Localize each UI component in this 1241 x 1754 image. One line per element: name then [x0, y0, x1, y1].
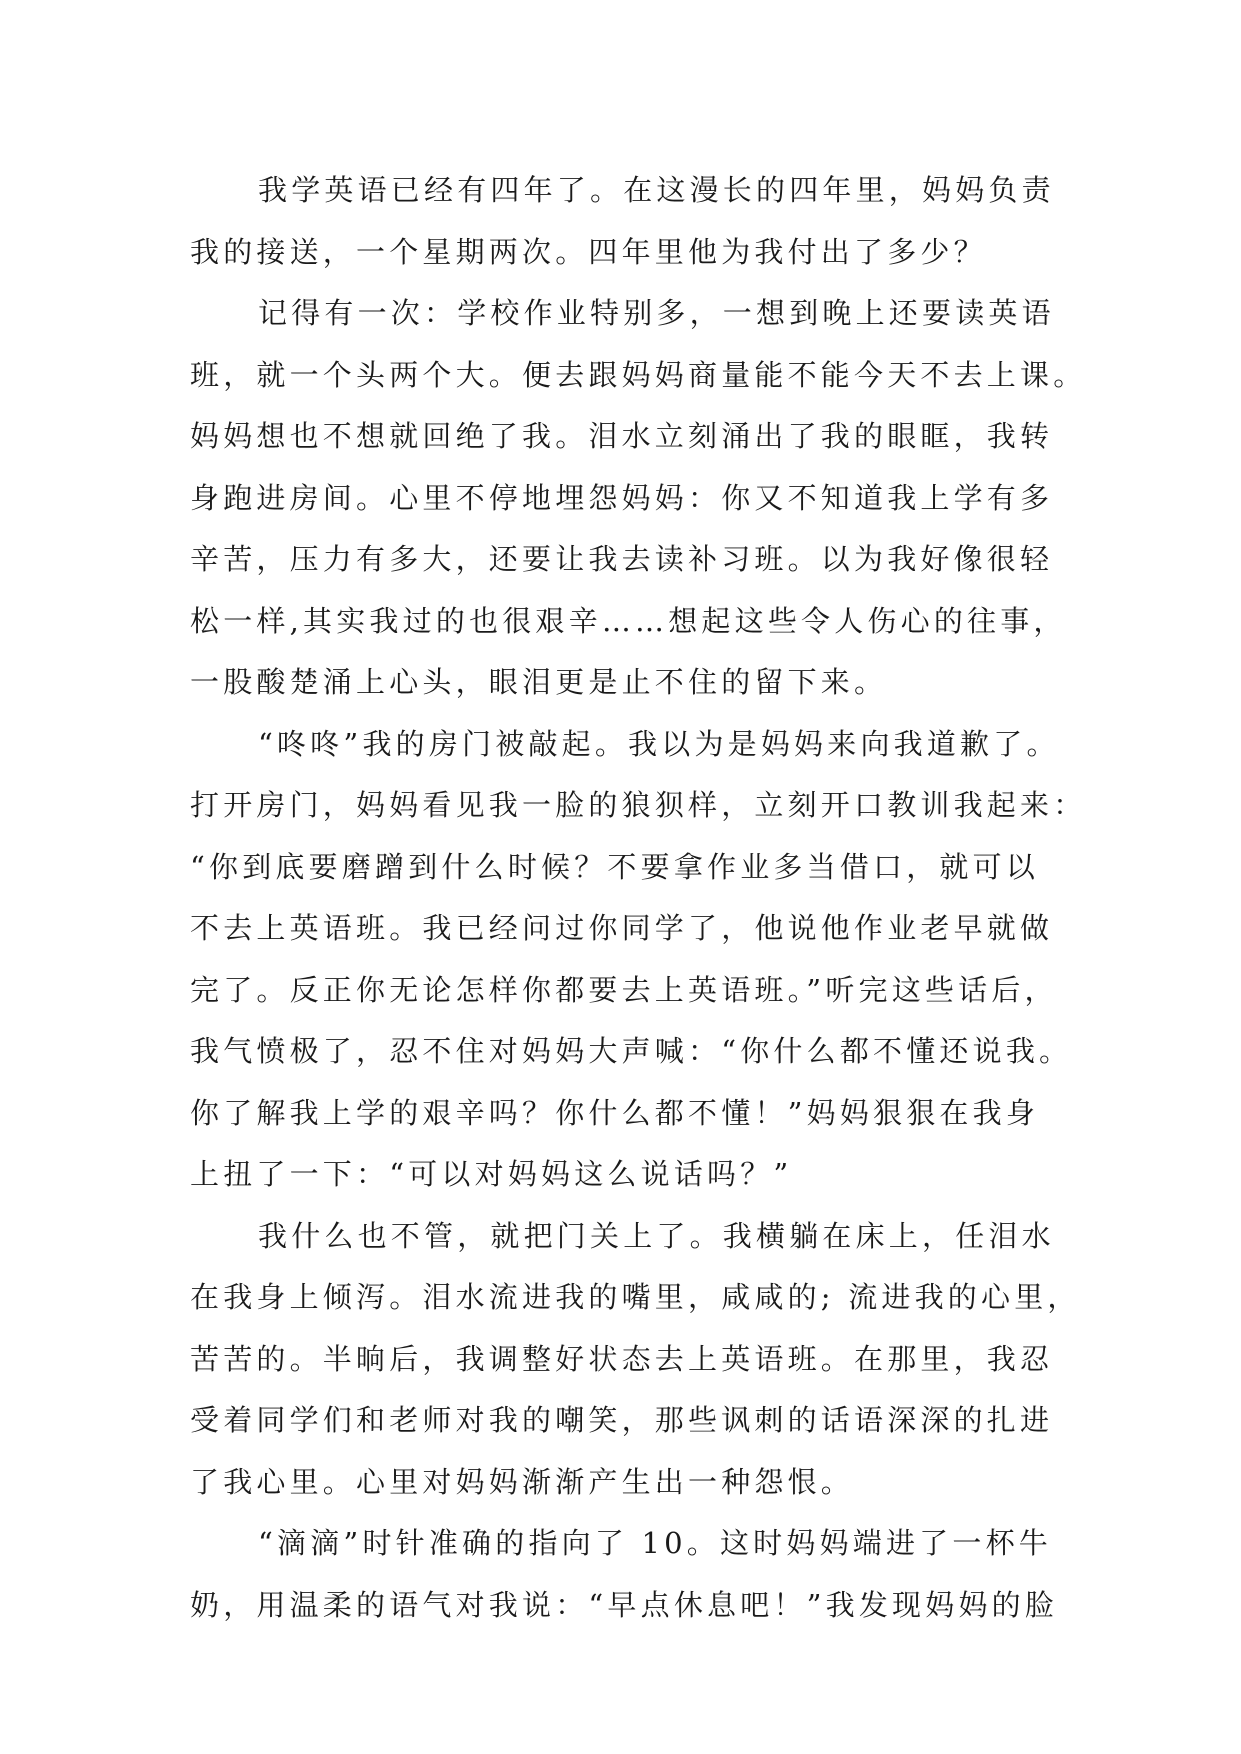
text-line: 打开房门，妈妈看见我一脸的狼狈样，立刻开口教训我起来： — [190, 788, 1087, 822]
text-line: 完了。反正你无论怎样你都要去上英语班。”听完这些话后， — [190, 972, 1058, 1007]
text-line: 一股酸楚涌上心头，眼泪更是止不住的留下来。 — [190, 665, 888, 699]
text-line: 班，就一个头两个大。便去跟妈妈商量能不能今天不去上课。 — [190, 357, 1087, 392]
text-line: 记得有一次：学校作业特别多，一想到晚上还要读英语 — [258, 296, 1055, 330]
text-line: 奶，用温柔的语气对我说：“早点休息吧！”我发现妈妈的脸 — [190, 1587, 1059, 1622]
text-line: 不去上英语班。我已经问过你同学了，他说他作业老早就做 — [190, 911, 1054, 945]
text-line: 苦苦的。半晌后，我调整好状态去上英语班。在那里，我忍 — [190, 1341, 1054, 1376]
text-line: 了我心里。心里对妈妈渐渐产生出一种怨恨。 — [190, 1464, 855, 1499]
text-line: “咚咚”我的房门被敲起。我以为是妈妈来向我道歉了。 — [258, 726, 1060, 761]
text-line: 松一样,其实我过的也很艰辛……想起这些令人伤心的往事， — [190, 603, 1067, 638]
text-line: 你了解我上学的艰辛吗？你什么都不懂！”妈妈狠狠在我身 — [190, 1095, 1040, 1130]
text-line: 我学英语已经有四年了。在这漫长的四年里，妈妈负责 — [258, 173, 1055, 207]
text-line: 身跑进房间。心里不停地埋怨妈妈：你又不知道我上学有多 — [190, 480, 1054, 515]
text-line: 我的接送，一个星期两次。四年里他为我付出了多少？ — [190, 234, 987, 269]
text-line: 在我身上倾泻。泪水流进我的嘴里，咸咸的; 流进我的心里， — [190, 1280, 1081, 1314]
text-line: 辛苦，压力有多大，还要让我去读补习班。以为我好像很轻 — [190, 542, 1054, 576]
text-line: 上扭了一下：“可以对妈妈这么说话吗？” — [190, 1157, 793, 1191]
text-line: “你到底要磨蹭到什么时候？不要拿作业多当借口，就可以 — [190, 849, 1040, 884]
text-line: 妈妈想也不想就回绝了我。泪水立刻涌出了我的眼眶，我转 — [190, 419, 1054, 453]
text-line: 我什么也不管，就把门关上了。我横躺在床上，任泪水 — [258, 1218, 1055, 1253]
text-line: “滴滴”时针准确的指向了 10。这时妈妈端进了一杯牛 — [258, 1526, 1052, 1560]
essay-body — [190, 160, 1087, 1636]
text-line: 我气愤极了，忍不住对妈妈大声喊：“你什么都不懂还说我。 — [190, 1034, 1073, 1068]
text-line: 受着同学们和老师对我的嘲笑，那些讽刺的话语深深的扎进 — [190, 1403, 1054, 1437]
